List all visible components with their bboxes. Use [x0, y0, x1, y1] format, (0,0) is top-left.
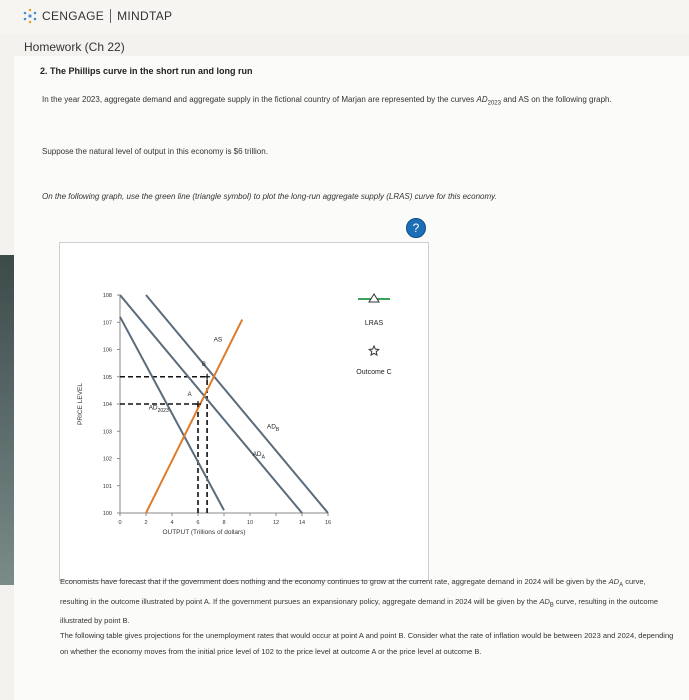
y-tick-label: 102	[102, 456, 112, 463]
natural-output-paragraph: Suppose the natural level of output in this economy is $6 trillion.	[42, 147, 268, 156]
outcome-c-legend-label: Outcome C	[356, 369, 392, 376]
cengage-logo-icon	[22, 8, 38, 24]
ad-as-graph[interactable]	[60, 243, 428, 580]
curve-label-ada: $AD_A$	[252, 450, 265, 461]
top-bar	[0, 0, 689, 34]
x-tick-label: 0	[118, 520, 122, 526]
curve-ad2023	[120, 317, 224, 510]
intro-paragraph: In the year 2023, aggregate demand and aggregate supply in the fictional country of Marjan are represented by the curves $AD_{2023}$ and AS on the following graph.	[42, 95, 612, 107]
x-tick-label: 14	[298, 520, 306, 526]
brand-logo[interactable]	[22, 8, 172, 24]
x-axis-label: OUTPUT (Trillions of dollars)	[162, 529, 246, 536]
left-edge	[0, 255, 14, 585]
y-tick-label: 100	[102, 511, 112, 517]
curve-adb	[146, 295, 328, 513]
y-axis-label: PRICE LEVEL	[77, 383, 84, 425]
curve-label-as: AS	[213, 336, 223, 344]
brand-separator	[110, 9, 111, 23]
y-tick-label: 103	[102, 429, 112, 436]
unemployment-table-paragraph: The following table gives projections for the unemployment rates that would occur at point A and point B. Consider what the rate of inflation would be between 2023 and 2024, depending on whether the economy moves from the initial price level of 102 to the price level at outcome A or the price level at outcome B.	[60, 631, 674, 656]
x-tick-label: 12	[272, 520, 280, 526]
homework-title: Homework (Ch 22)	[24, 40, 125, 54]
point-label-a: A	[187, 391, 192, 398]
star-icon	[369, 346, 379, 355]
forecast-paragraph: Economists have forecast that if the government does nothing and the economy continues to grow at the current rate, aggregate demand in 2024 will be given by the $AD_A$ curve, resulting in the outcome illustrated by point A. If the government pursues an expansionary policy, aggregate demand in 2024 will be given by the $AD_B$ curve, resulting in the outcome illustrated by point B.	[60, 577, 658, 625]
x-tick-label: 2	[144, 520, 148, 526]
curve-label-ad2023: $AD_{2023}$	[148, 404, 169, 414]
y-tick-label: 107	[102, 320, 112, 327]
x-tick-label: 4	[170, 520, 174, 526]
graph-panel[interactable]	[59, 242, 429, 581]
x-tick-label: 16	[324, 520, 332, 526]
y-tick-label: 104	[102, 402, 112, 408]
question-title: 2. The Phillips curve in the short run and long run	[40, 66, 253, 76]
point-label-b: B	[201, 361, 206, 368]
y-tick-label: 108	[102, 293, 112, 299]
lras-legend-label: LRAS	[364, 320, 384, 327]
y-tick-label: 106	[102, 347, 112, 354]
product-name: MINDTAP	[117, 9, 173, 23]
x-tick-label: 10	[246, 520, 254, 526]
x-tick-label: 6	[196, 520, 200, 526]
help-button[interactable]: ?	[406, 218, 426, 238]
curve-as	[146, 320, 242, 513]
x-tick-label: 8	[222, 520, 226, 526]
curve-label-adb: $AD_B$	[266, 423, 280, 434]
instruction-paragraph: On the following graph, use the green line (triangle symbol) to plot the long-run aggregate supply (LRAS) curve for this economy.	[42, 192, 497, 201]
question-card	[14, 56, 689, 700]
y-tick-label: 101	[102, 483, 112, 490]
y-tick-label: 105	[102, 374, 112, 381]
brand-name: CENGAGE	[42, 9, 105, 23]
